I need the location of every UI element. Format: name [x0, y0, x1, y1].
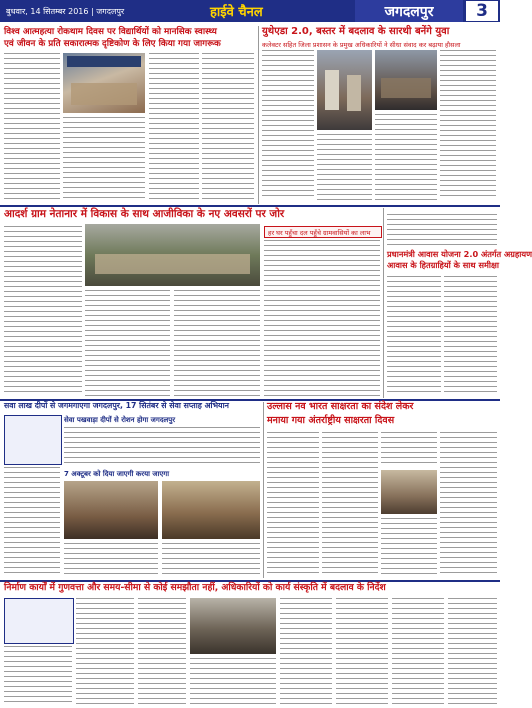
column-divider [263, 402, 264, 578]
article-6-headline-2: मनाया गया अंतर्राष्ट्रीय साक्षरता दिवस [267, 415, 395, 426]
article-2-photo-1 [317, 50, 372, 130]
article-4-headline: प्रधानमंत्री आवास योजना 2.0 अंतर्गत अग्रहायण [387, 249, 532, 259]
article-3-text-col-2 [85, 290, 170, 396]
article-6-text-col-2 [322, 432, 378, 577]
article-7-text-col-8 [448, 598, 497, 704]
article-2-text-col-3 [375, 114, 437, 200]
article-6-headline: उल्लास नव भारत साक्षरता का संदेश लेकर [267, 401, 414, 412]
column-divider [383, 208, 384, 398]
article-5-text-col-3 [162, 543, 260, 577]
article-1-text-col-2 [63, 117, 145, 201]
article-6-text-col-1 [267, 432, 319, 577]
article-5-photo-1 [64, 481, 158, 539]
article-4-text-col-2 [444, 276, 497, 396]
article-7-text-col-4 [190, 658, 276, 704]
article-2-text-col-4 [440, 50, 496, 200]
article-7-text-col-5 [280, 598, 332, 704]
article-5-text-col-1 [4, 467, 60, 577]
article-7-text-col-6 [336, 598, 388, 704]
article-2-text-col-1 [262, 50, 314, 200]
article-3-headline: आदर्श ग्राम नेतानार में विकास के साथ आजीविका के नए अवसरों पर जोर [4, 208, 285, 220]
article-5-headline: सवा लाख दीपों से जगमगाएगा जगदलपुर, 17 सितंबर से सेवा सप्ताह अभियान [4, 401, 229, 410]
article-3-lead-text [4, 226, 82, 262]
article-2-text-col-2 [317, 134, 372, 200]
article-1-headline-2: एवं जीवन के प्रति सकारात्मक दृष्टिकोण के लिए किया गया जागरूक [4, 39, 221, 49]
article-1-photo [63, 53, 145, 113]
article-3-subhead-box [264, 226, 382, 238]
article-7-photo [190, 598, 276, 654]
article-7-highlight-box [4, 598, 74, 644]
article-1-headline: विश्व आत्महत्या रोकथाम दिवस पर विद्यार्थियों को मानसिक स्वास्थ्य [4, 27, 217, 37]
article-1-text-col-3 [149, 53, 199, 201]
article-5-photo-2 [162, 481, 260, 539]
article-3-text-col-4 [264, 240, 380, 396]
page-number: 3 [466, 1, 498, 21]
article-3-text-col-1 [4, 266, 82, 396]
article-2-photo-2 [375, 50, 437, 110]
article-7-text-col-7 [392, 598, 444, 704]
article-4-top-text [387, 214, 497, 246]
column-divider [258, 26, 259, 204]
section-rule [0, 205, 500, 207]
date-line: बुधवार, 14 सितम्बर 2016 | जगदलपुर [6, 6, 125, 16]
article-3-text-col-3 [174, 290, 260, 396]
article-2-headline: युथेएडा 2.0, बस्तर में बदलाव के सारथी बनेंगे युवा [262, 26, 450, 37]
article-4-text-col-1 [387, 276, 441, 396]
city-label: जगदलपुर [355, 0, 463, 22]
article-7-text-col-3 [138, 598, 186, 704]
article-7-text-col-1 [4, 646, 72, 704]
article-7-headline: निर्माण कार्यों में गुणवत्ता और समय-सीमा से कोई समझौता नहीं, अधिकारियों को कार्य संस्कृति में बदलाव के निर्देश [4, 582, 386, 593]
brand-logo: हाईवे चैनल [210, 5, 263, 20]
article-7-text-col-2 [76, 598, 134, 704]
article-5-subhead-2: 7 अक्टूबर को दिया जाएगी करया जाएगा [64, 470, 170, 478]
article-5-text-col-2 [64, 543, 158, 577]
masthead [0, 0, 500, 22]
article-3-subhead: हर घर पहुँचा दल पहुँचे ग्रामवासियों का लाभ [268, 229, 371, 237]
article-3-photo-1 [85, 224, 260, 286]
article-1-text-col-4 [202, 53, 254, 201]
article-6-text-col-3 [381, 518, 437, 577]
article-6-text-col-4 [440, 432, 497, 577]
article-5-text-wide [64, 427, 260, 467]
article-5-highlight-box [4, 415, 62, 465]
article-2-subhead: कलेक्टर सहित जिला प्रशासन के प्रमुख अधिकारियों ने सीधा संवाद कर बढ़ाया हौसला [262, 41, 461, 49]
article-1-text-col-1 [4, 53, 60, 201]
article-6-photo [381, 470, 437, 514]
article-4-headline-2: आवास के हितग्राहियों के साथ समीक्षा [387, 260, 500, 270]
article-6-text-col-3-top [381, 432, 437, 466]
article-5-subhead: सेवा पखवाड़ा दीपों से रोशन होगा जगदलपुर [64, 416, 176, 424]
